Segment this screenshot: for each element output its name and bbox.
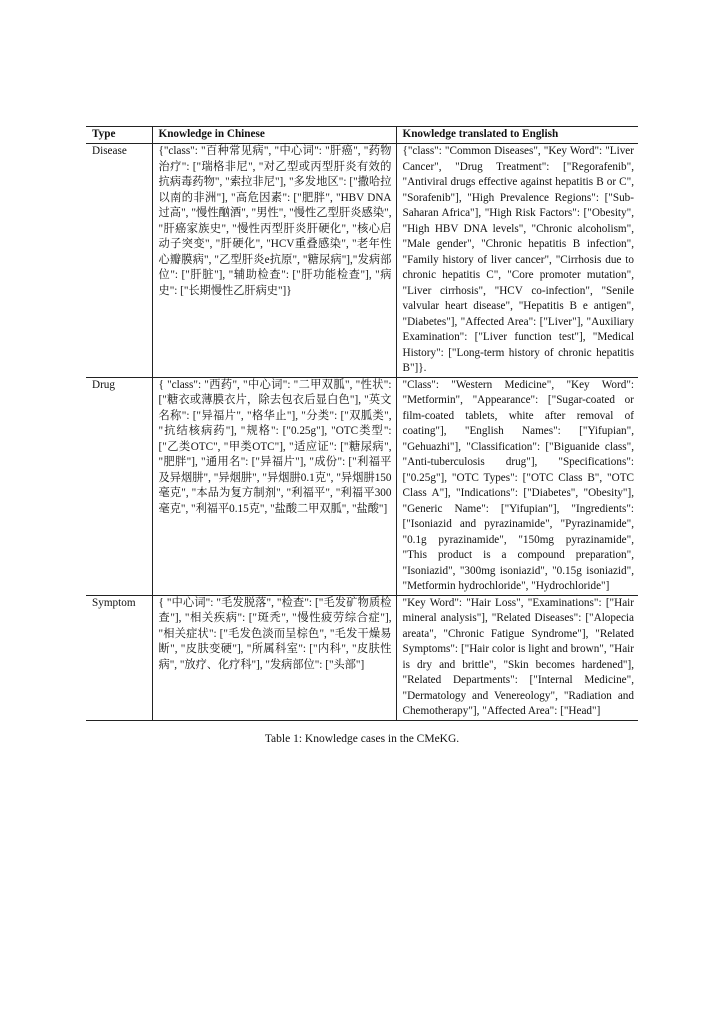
header-chinese: Knowledge in Chinese <box>152 127 396 144</box>
cell-chinese: { "class": "西药", "中心词": "二甲双胍", "性状": ["糖衣或薄膜衣片，除去包衣后显白色"], "英文名称": ["异福片", "格华止"], "分类": ["双胍类", "抗结核病药"], "规格": ["0.25g"], "OTC类型": ["乙类OTC", "甲类OTC"], "适应证": ["糖尿病", "肥胖"], "通用名": ["异福片"], "成份": ["利福平及异烟肼", "异烟肼", "异烟肼0.1克", "异烟肼150毫克", "本品为复方制剂", "利福平", "利福平300毫克", "利福平0.15克", "盐酸二甲双胍", "盐酸"] <box>152 377 396 595</box>
knowledge-table-container <box>86 126 638 721</box>
table-row-disease <box>86 144 638 378</box>
cell-chinese: { "中心词": "毛发脱落", "检查": ["毛发矿物质检查"], "相关疾病": ["斑秃", "慢性疲劳综合症"], "相关症状": ["毛发色淡而呈棕色", "毛发干燥易断", "皮肤变硬"], "所属科室": ["内科", "皮肤性病", "放疗、化疗科"], "发病部位": ["头部"] <box>152 595 396 720</box>
cell-chinese: {"class": "百种常见病", "中心词": "肝癌", "药物治疗": ["瑞格非尼", "对乙型或丙型肝炎有效的抗病毒药物", "索拉非尼"], "多发地区": ["撒哈拉以南的非洲"], "高危因素": ["肥胖", "HBV DNA过高", "慢性酗酒", "男性", "慢性乙型肝炎感染", "肝癌家族史", "慢性丙型肝炎肝硬化", "核心启动子突变", "肝硬化", "HCV重叠感染", "老年性心瓣膜病", "乙型肝炎e抗原", "糖尿病"],"发病部位": ["肝脏"], "辅助检查": ["肝功能检查"], "病史": ["长期慢性乙肝病史"]} <box>152 144 396 378</box>
header-row <box>86 127 638 144</box>
table-caption: Table 1: Knowledge cases in the CMeKG. <box>264 733 460 745</box>
table-row-drug <box>86 377 638 595</box>
cell-english: {"class": "Common Diseases", "Key Word": "Liver Cancer", "Drug Treatment": ["Regorafenib", "Antiviral drugs effective against hepatitis B or C", "Sorafenib"], "High Prevalence Regions": ["Sub-Saharan Africa"], "High Risk Factors": ["Obesity", "High HBV DNA levels", "Chronic alcoholism", "Male gender", "Chronic hepatitis B infection", "Family history of liver cancer", "Cirrhosis due to chronic hepatitis C", "Core promoter mutation", "Liver cirrhosis", "HCV co-infection", "Senile valvular heart disease", "Hepatitis B e antigen", "Diabetes"], "Affected Area": ["Liver"], "Auxiliary Examination": ["Liver function test"], "Medical History": ["Long-term history of chronic hepatitis B"]}. <box>396 144 638 378</box>
knowledge-table <box>86 126 638 721</box>
table-row-symptom <box>86 595 638 720</box>
table-body <box>86 144 638 721</box>
cell-english: "Class": "Western Medicine", "Key Word": "Metformin", "Appearance": ["Sugar-coated or film-coated tablets, white after removal of coating"], "English Names": ["Yifupian", "Gehuazhi"], "Classification": ["Biguanide class", "Anti-tuberculosis drug"], "Specifications": ["0.25g"], "OTC Types": ["OTC Class B", "OTC Class A"], "Indications": ["Diabetes", "Obesity"], "Generic Name": ["Yifupian"], "Ingredients": ["Isoniazid and pyrazinamide", "Pyrazinamide", "0.1g pyrazinamide", "150mg pyrazinamide", "This product is a compound preparation", "Isoniazid", "300mg isoniazid", "0.15g isoniazid", "Metformin hydrochloride", "Hydrochloride"] <box>396 377 638 595</box>
header-english: Knowledge translated to English <box>396 127 638 144</box>
cell-type: Disease <box>92 145 127 157</box>
cell-type: Drug <box>92 378 115 391</box>
cell-english: "Key Word": "Hair Loss", "Examinations": ["Hair mineral analysis"], "Related Diseases": ["Alopecia areata", "Chronic Fatigue Syndrome"], "Related Symptoms": ["Hair color is light and brown", "Hair is dry and brittle", "Skin becomes hardened"], "Related Departments": ["Internal Medicine", "Dermatology and Venereology", "Radiation and Chemotherapy"], "Affected Area": ["Head"] <box>396 595 638 720</box>
header-type: Type <box>92 128 116 141</box>
table-header <box>86 127 638 144</box>
cell-type: Symptom <box>92 596 136 609</box>
